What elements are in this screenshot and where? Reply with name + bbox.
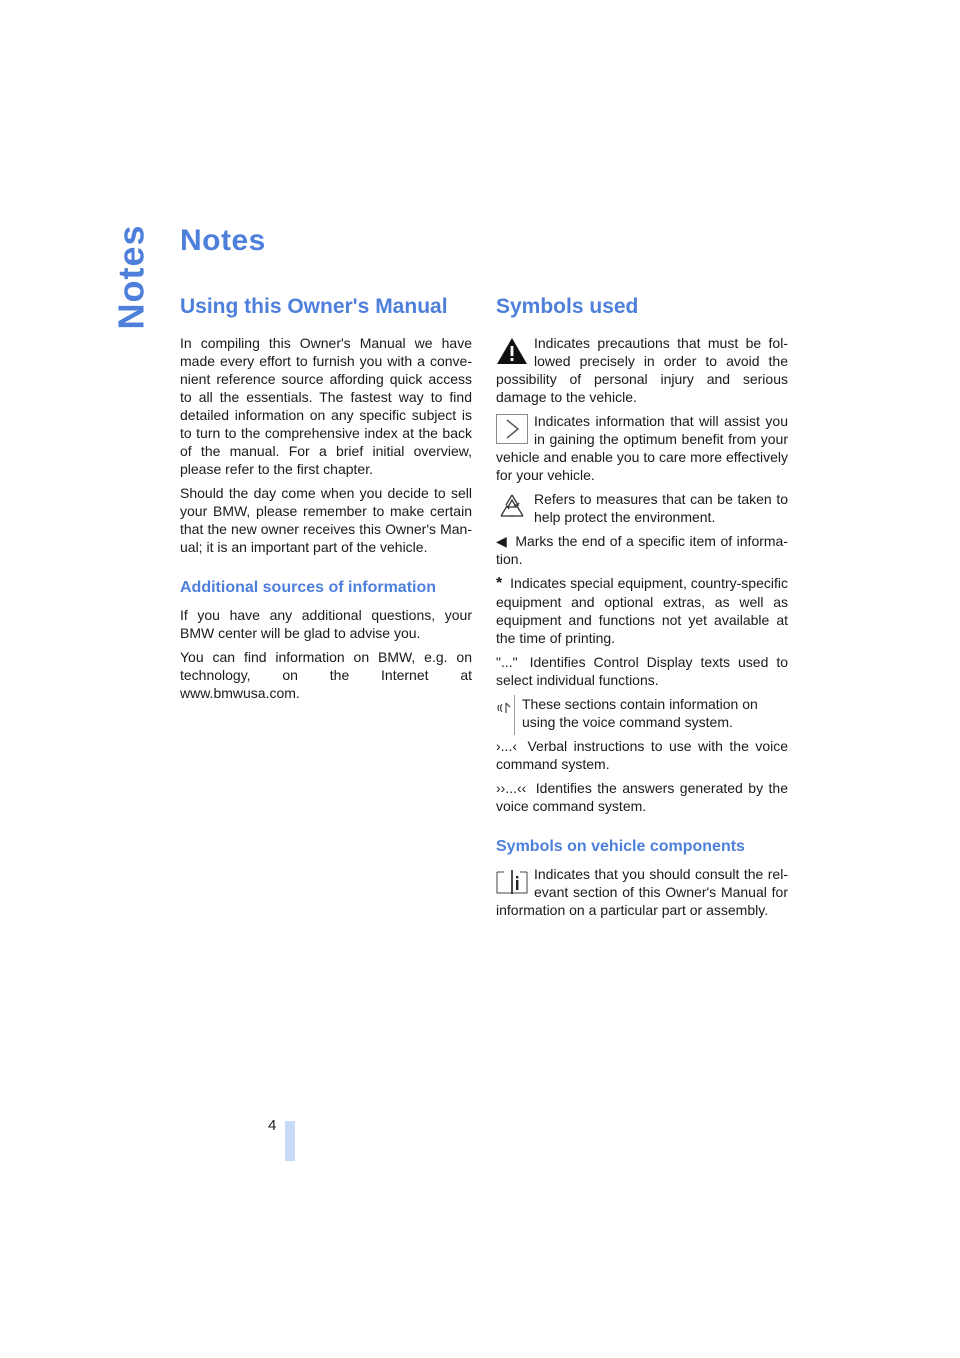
quotes-marker: "..." [496, 654, 518, 670]
page-number-bar [285, 1121, 295, 1161]
end-marker-entry [496, 532, 788, 568]
additional-sources-heading: Additional sources of information [180, 579, 437, 596]
recycle-icon [496, 492, 528, 522]
manual-paragraph-1: In compiling this Owner's Manual we have made every effort to furnish you with a convenient reference source affording quick access to all the essentials. The fastest way to find detailed information on any specific subject is to turn to the comprehensive index at the back of the manual. For a brief initial overview, please refer to the first chapter. [180, 335, 472, 477]
info-symbol-entry [496, 412, 788, 484]
environment-symbol-text: Refers to measures that can be taken to help protect the environment. [534, 491, 788, 525]
page-title: Notes [180, 224, 266, 257]
end-marker-text: Marks the end of a specific item of information. [496, 533, 789, 567]
info-arrow-icon [496, 414, 528, 444]
manual-symbol-text: Indicates that you should consult the relevant section of this Owner's Manual for information on a particular part or assembly. [496, 866, 788, 918]
manual-symbol-entry [496, 865, 788, 919]
manual-book-icon [496, 867, 528, 897]
system-answers-entry [496, 779, 788, 815]
voice-command-text: These sections contain information on using the voice command system. [522, 696, 758, 730]
right-column [496, 294, 788, 925]
symbols-section-heading: Symbols used [496, 295, 639, 318]
left-column [180, 294, 472, 708]
manual-section-heading: Using this Owner's Manual [180, 295, 448, 318]
voice-command-icon [496, 695, 518, 735]
system-answers-text: Identifies the answers generated by the voice command system. [496, 780, 789, 814]
page-number: 4 [268, 1117, 277, 1134]
verbal-instructions-entry [496, 737, 788, 773]
manual-paragraph-3: If you have any additional questions, your BMW center will be glad to advise you. [180, 607, 472, 641]
verbal-marker: ›...‹ [496, 738, 517, 754]
special-equipment-entry [496, 574, 788, 647]
info-symbol-text: Indicates information that will assist you in gaining the optimum benefit from your vehicle and enable you to care more effectively for your vehicle. [496, 413, 788, 483]
manual-paragraph-4: You can find information on BMW, e.g. on technology, on the Internet at www.bmwusa.com. [180, 649, 472, 701]
side-section-title-text: Notes [111, 224, 152, 330]
answer-marker: ››...‹‹ [496, 780, 527, 796]
manual-paragraph-2: Should the day come when you decide to sell your BMW, please remember to make certain that the new owner receives this Owner's Manual; it is an important part of the vehicle. [180, 485, 472, 555]
control-display-text: Identifies Control Display texts used to select individual functions. [496, 654, 788, 688]
warning-triangle-icon [496, 336, 528, 366]
star-marker: * [496, 575, 503, 592]
special-equipment-text: Indicates special equipment, country-specific equipment and optional extras, as well as equipment and functions not yet available at the time of printing. [496, 575, 788, 646]
vehicle-components-heading: Symbols on vehicle components [496, 838, 745, 855]
warning-symbol-text: Indicates precautions that must be followed precisely in order to avoid the possibility of personal injury and serious damage to the vehicle. [496, 335, 788, 405]
end-marker-icon: ◀ [496, 533, 507, 549]
warning-symbol-entry [496, 334, 788, 406]
environment-symbol-entry [496, 490, 788, 526]
voice-command-entry [496, 695, 788, 731]
verbal-instructions-text: Verbal instructions to use with the voice command system. [496, 738, 789, 772]
control-display-entry [496, 653, 788, 689]
side-section-title [111, 224, 152, 330]
